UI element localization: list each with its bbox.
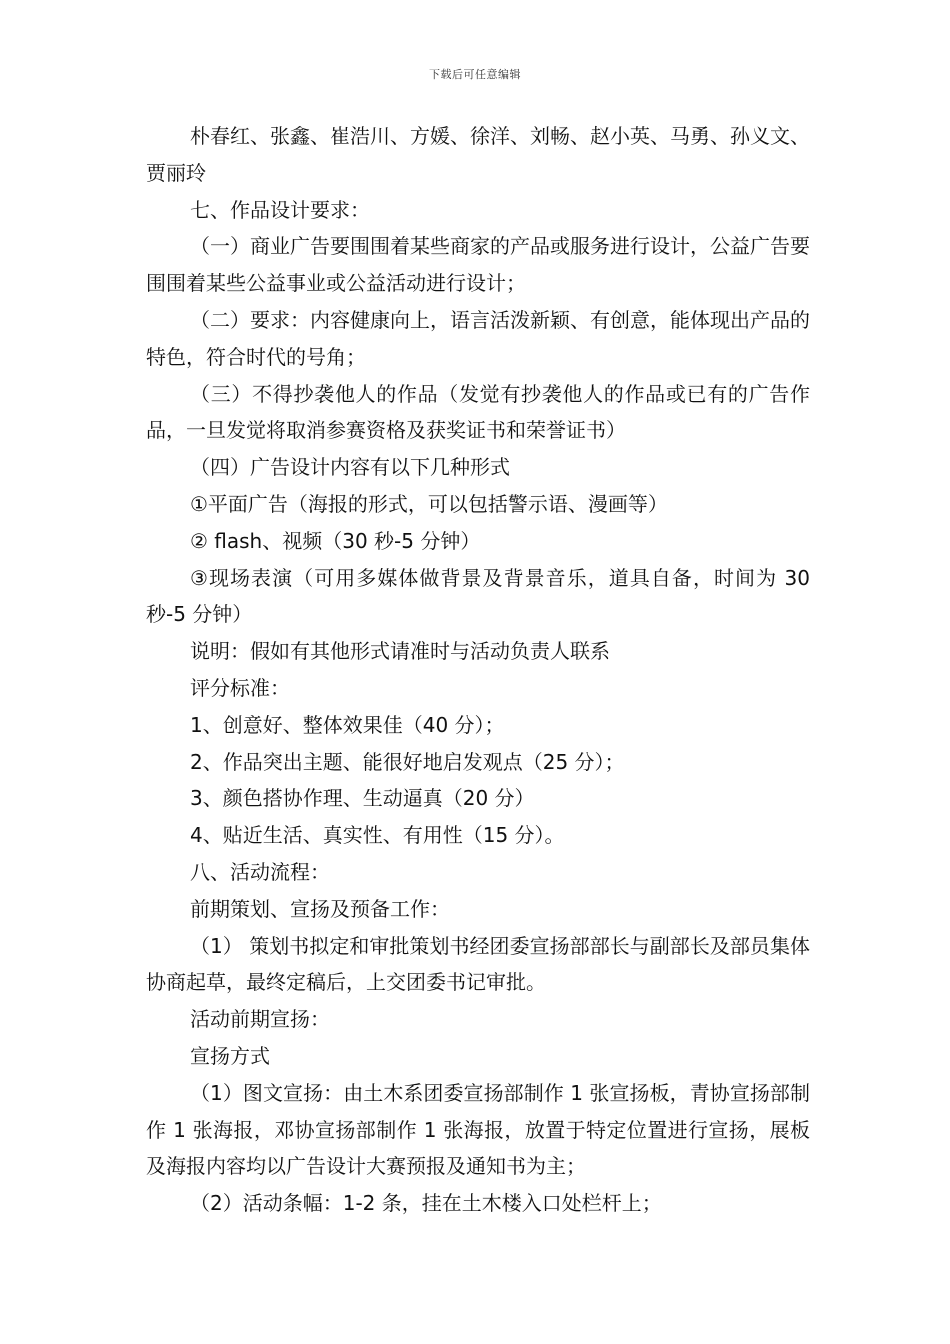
paragraph-promotion-methods: 宣扬方式 — [190, 1043, 270, 1068]
paragraph-promotion-banners: （2）活动条幅：1-2 条，挂在土木楼入口处栏杆上； — [190, 1191, 662, 1216]
section-heading-activity-flow: 八、活动流程： — [190, 859, 330, 884]
list-item-form-performance: ③现场表演（可用多媒体做背景及背景音乐，道具自备，时间为 30 秒-5 分钟） — [146, 565, 810, 627]
list-item-score-2: 2、作品突出主题、能很好地启发观点（25 分）； — [190, 749, 625, 774]
paragraph-promotion-graphics: （1）图文宣扬：由土木系团委宣扬部制作 1 张宣扬板，青协宣扬部制作 1 张海报，邓协宣扬部制作 1 张海报，放置于特定位置进行宣扬，展板及海报内容均以广告设计大赛预报及通知书为主； — [146, 1080, 810, 1179]
list-item-score-4: 4、贴近生活、真实性、有用性（15 分）。 — [190, 823, 565, 848]
list-item-form-video: ② flash、视频（30 秒-5 分钟） — [190, 528, 481, 553]
paragraph-note: 说明：假如有其他形式请准时与活动负责人联系 — [190, 639, 610, 664]
paragraph-scoring-heading: 评分标准： — [190, 675, 290, 700]
paragraph-promotion-heading: 活动前期宣扬： — [190, 1007, 330, 1032]
list-item-score-1: 1、创意好、整体效果佳（40 分）； — [190, 712, 505, 737]
list-item-form-print: ①平面广告（海报的形式，可以包括警示语、漫画等） — [190, 491, 668, 516]
section-heading-design-requirements: 七、作品设计要求： — [190, 197, 370, 222]
paragraph-requirement-2: （二）要求：内容健康向上，语言活泼新颖、有创意，能体现出产品的特色，符合时代的号角； — [146, 307, 810, 369]
paragraph-preparation-heading: 前期策划、宣扬及预备工作： — [190, 896, 450, 921]
paragraph-planning: （1） 策划书拟定和审批策划书经团委宣扬部部长与副部长及部员集体协商起草，最终定稿后，上交团委书记审批。 — [146, 933, 810, 995]
paragraph-requirement-1: （一）商业广告要围围着某些商家的产品或服务进行设计，公益广告要围围着某些公益事业或公益活动进行设计； — [146, 234, 810, 296]
list-item-score-3: 3、颜色搭协作理、生动逼真（20 分） — [190, 786, 535, 811]
paragraph-requirement-3: （三）不得抄袭他人的作品（发觉有抄袭他人的作品或已有的广告作品，一旦发觉将取消参赛资格及获奖证书和荣誉证书） — [146, 381, 810, 443]
document-body — [146, 118, 810, 1222]
paragraph-requirement-4: （四）广告设计内容有以下几种形式 — [190, 455, 510, 480]
paragraph-names: 朴春红、张鑫、崔浩川、方媛、徐洋、刘畅、赵小英、马勇、孙义文、贾丽玲 — [146, 124, 810, 185]
header-note: 下载后可任意编辑 — [429, 68, 521, 81]
